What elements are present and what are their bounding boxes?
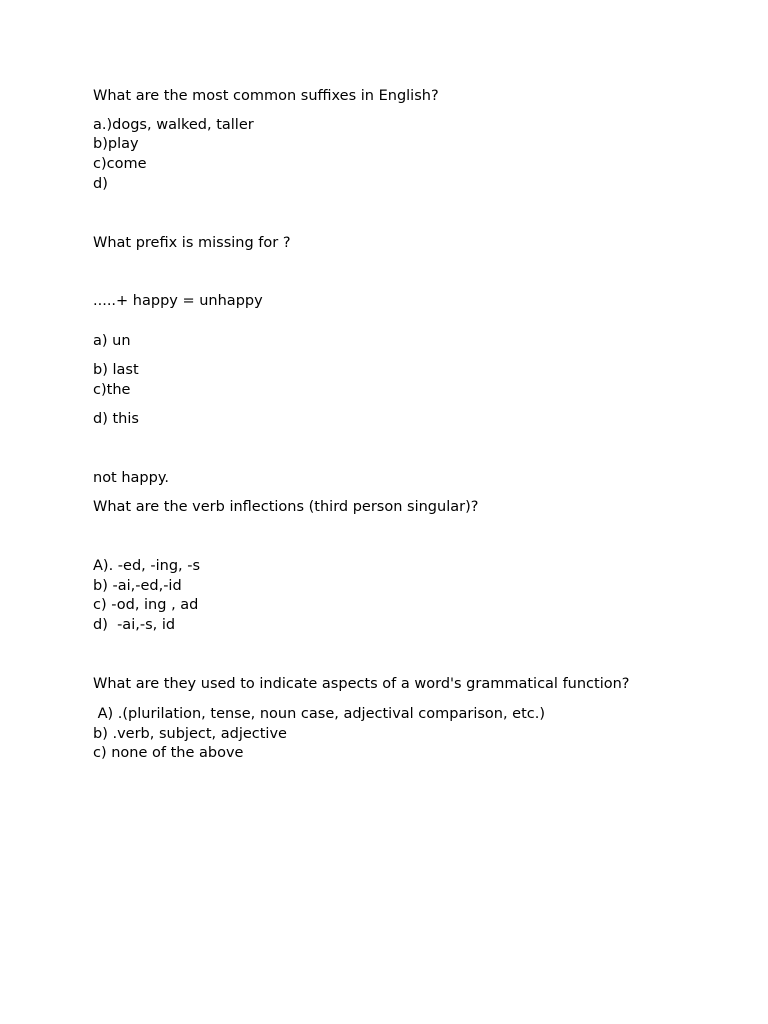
- q4-option-c: c) none of the above: [93, 745, 244, 761]
- q2-option-b: b) last: [93, 362, 139, 378]
- q3-question: What are the verb inflections (third person singular)?: [93, 499, 479, 515]
- q2-question: What prefix is missing for ?: [93, 235, 291, 251]
- q1-option-a: a.)dogs, walked, taller: [93, 117, 254, 133]
- q2-option-d: d) this: [93, 411, 139, 427]
- q1-question: What are the most common suffixes in English?: [93, 88, 439, 104]
- q4-option-a: A) .(plurilation, tense, noun case, adjectival comparison, etc.): [93, 706, 546, 722]
- q3-option-a: A). -ed, -ing, -s: [93, 558, 201, 574]
- q2-option-a: a) un: [93, 333, 131, 349]
- q2-note: not happy.: [93, 470, 169, 486]
- q4-option-b: b) .verb, subject, adjective: [93, 726, 287, 742]
- q2-option-c: c)the: [93, 382, 131, 398]
- q2-equation: .....+ happy = unhappy: [93, 293, 263, 309]
- q1-option-d: d): [93, 176, 108, 192]
- q3-option-b: b) -ai,-ed,-id: [93, 578, 182, 594]
- q4-question: What are they used to indicate aspects of a word's grammatical function?: [93, 676, 630, 692]
- q1-option-b: b)play: [93, 136, 139, 152]
- q1-option-c: c)come: [93, 156, 147, 172]
- q3-option-c: c) -od, ing , ad: [93, 597, 199, 613]
- q3-option-d: d) -ai,-s, id: [93, 617, 176, 633]
